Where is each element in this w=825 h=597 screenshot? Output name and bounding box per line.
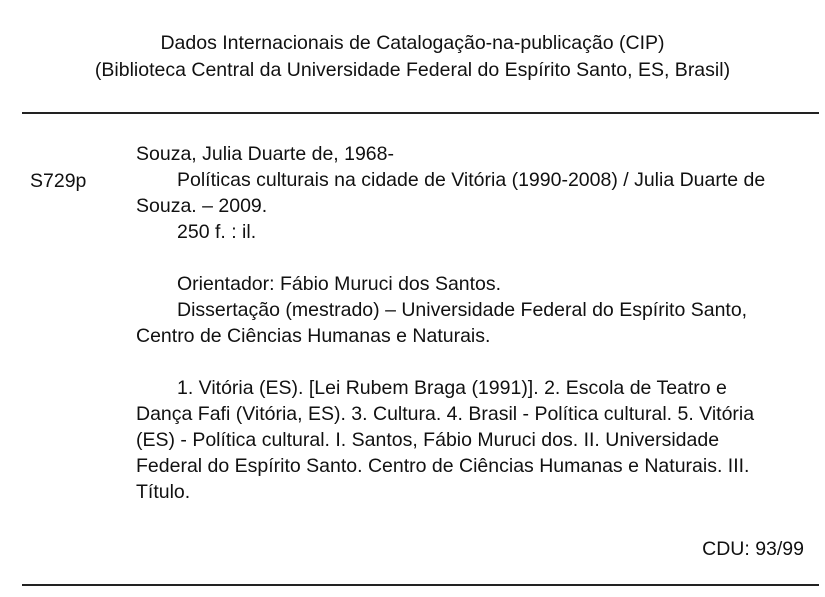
title-statement: Políticas culturais na cidade de Vitória (1990-2008) / Julia Duarte de Souza. – 2009. [136, 169, 766, 217]
author-heading: Souza, Julia Duarte de, 1968- [136, 143, 394, 165]
bottom-divider [22, 584, 819, 586]
spacer [136, 245, 788, 271]
spacer [136, 349, 788, 375]
advisor-note: Orientador: Fábio Muruci dos Santos. [177, 273, 502, 295]
cip-header [0, 30, 825, 84]
thesis-note: Dissertação (mestrado) – Universidade Federal do Espírito Santo, Centro de Ciências Humanas e Naturais. [136, 299, 748, 347]
cip-header-library: (Biblioteca Central da Universidade Federal do Espírito Santo, ES, Brasil) [94, 59, 731, 81]
catalog-entry [136, 141, 788, 505]
top-divider [22, 112, 819, 114]
cdu-classification: CDU: 93/99 [702, 538, 804, 560]
cip-header-title: Dados Internacionais de Catalogação-na-publicação (CIP) [160, 32, 665, 54]
call-number: S729p [30, 170, 87, 192]
subject-entries: 1. Vitória (ES). [Lei Rubem Braga (1991)]. 2. Escola de Teatro e Dança Fafi (Vitória, ES). 3. Cultura. 4. Brasil - Política cultural. 5. Vitória (ES) - Política cultural. I. Santos, Fábio Muruci dos. II. Universidade Federal do Espírito Santo. Centro de Ciências Humanas e Naturais. III. Título. [136, 377, 755, 503]
physical-extent: 250 f. : il. [177, 221, 257, 243]
